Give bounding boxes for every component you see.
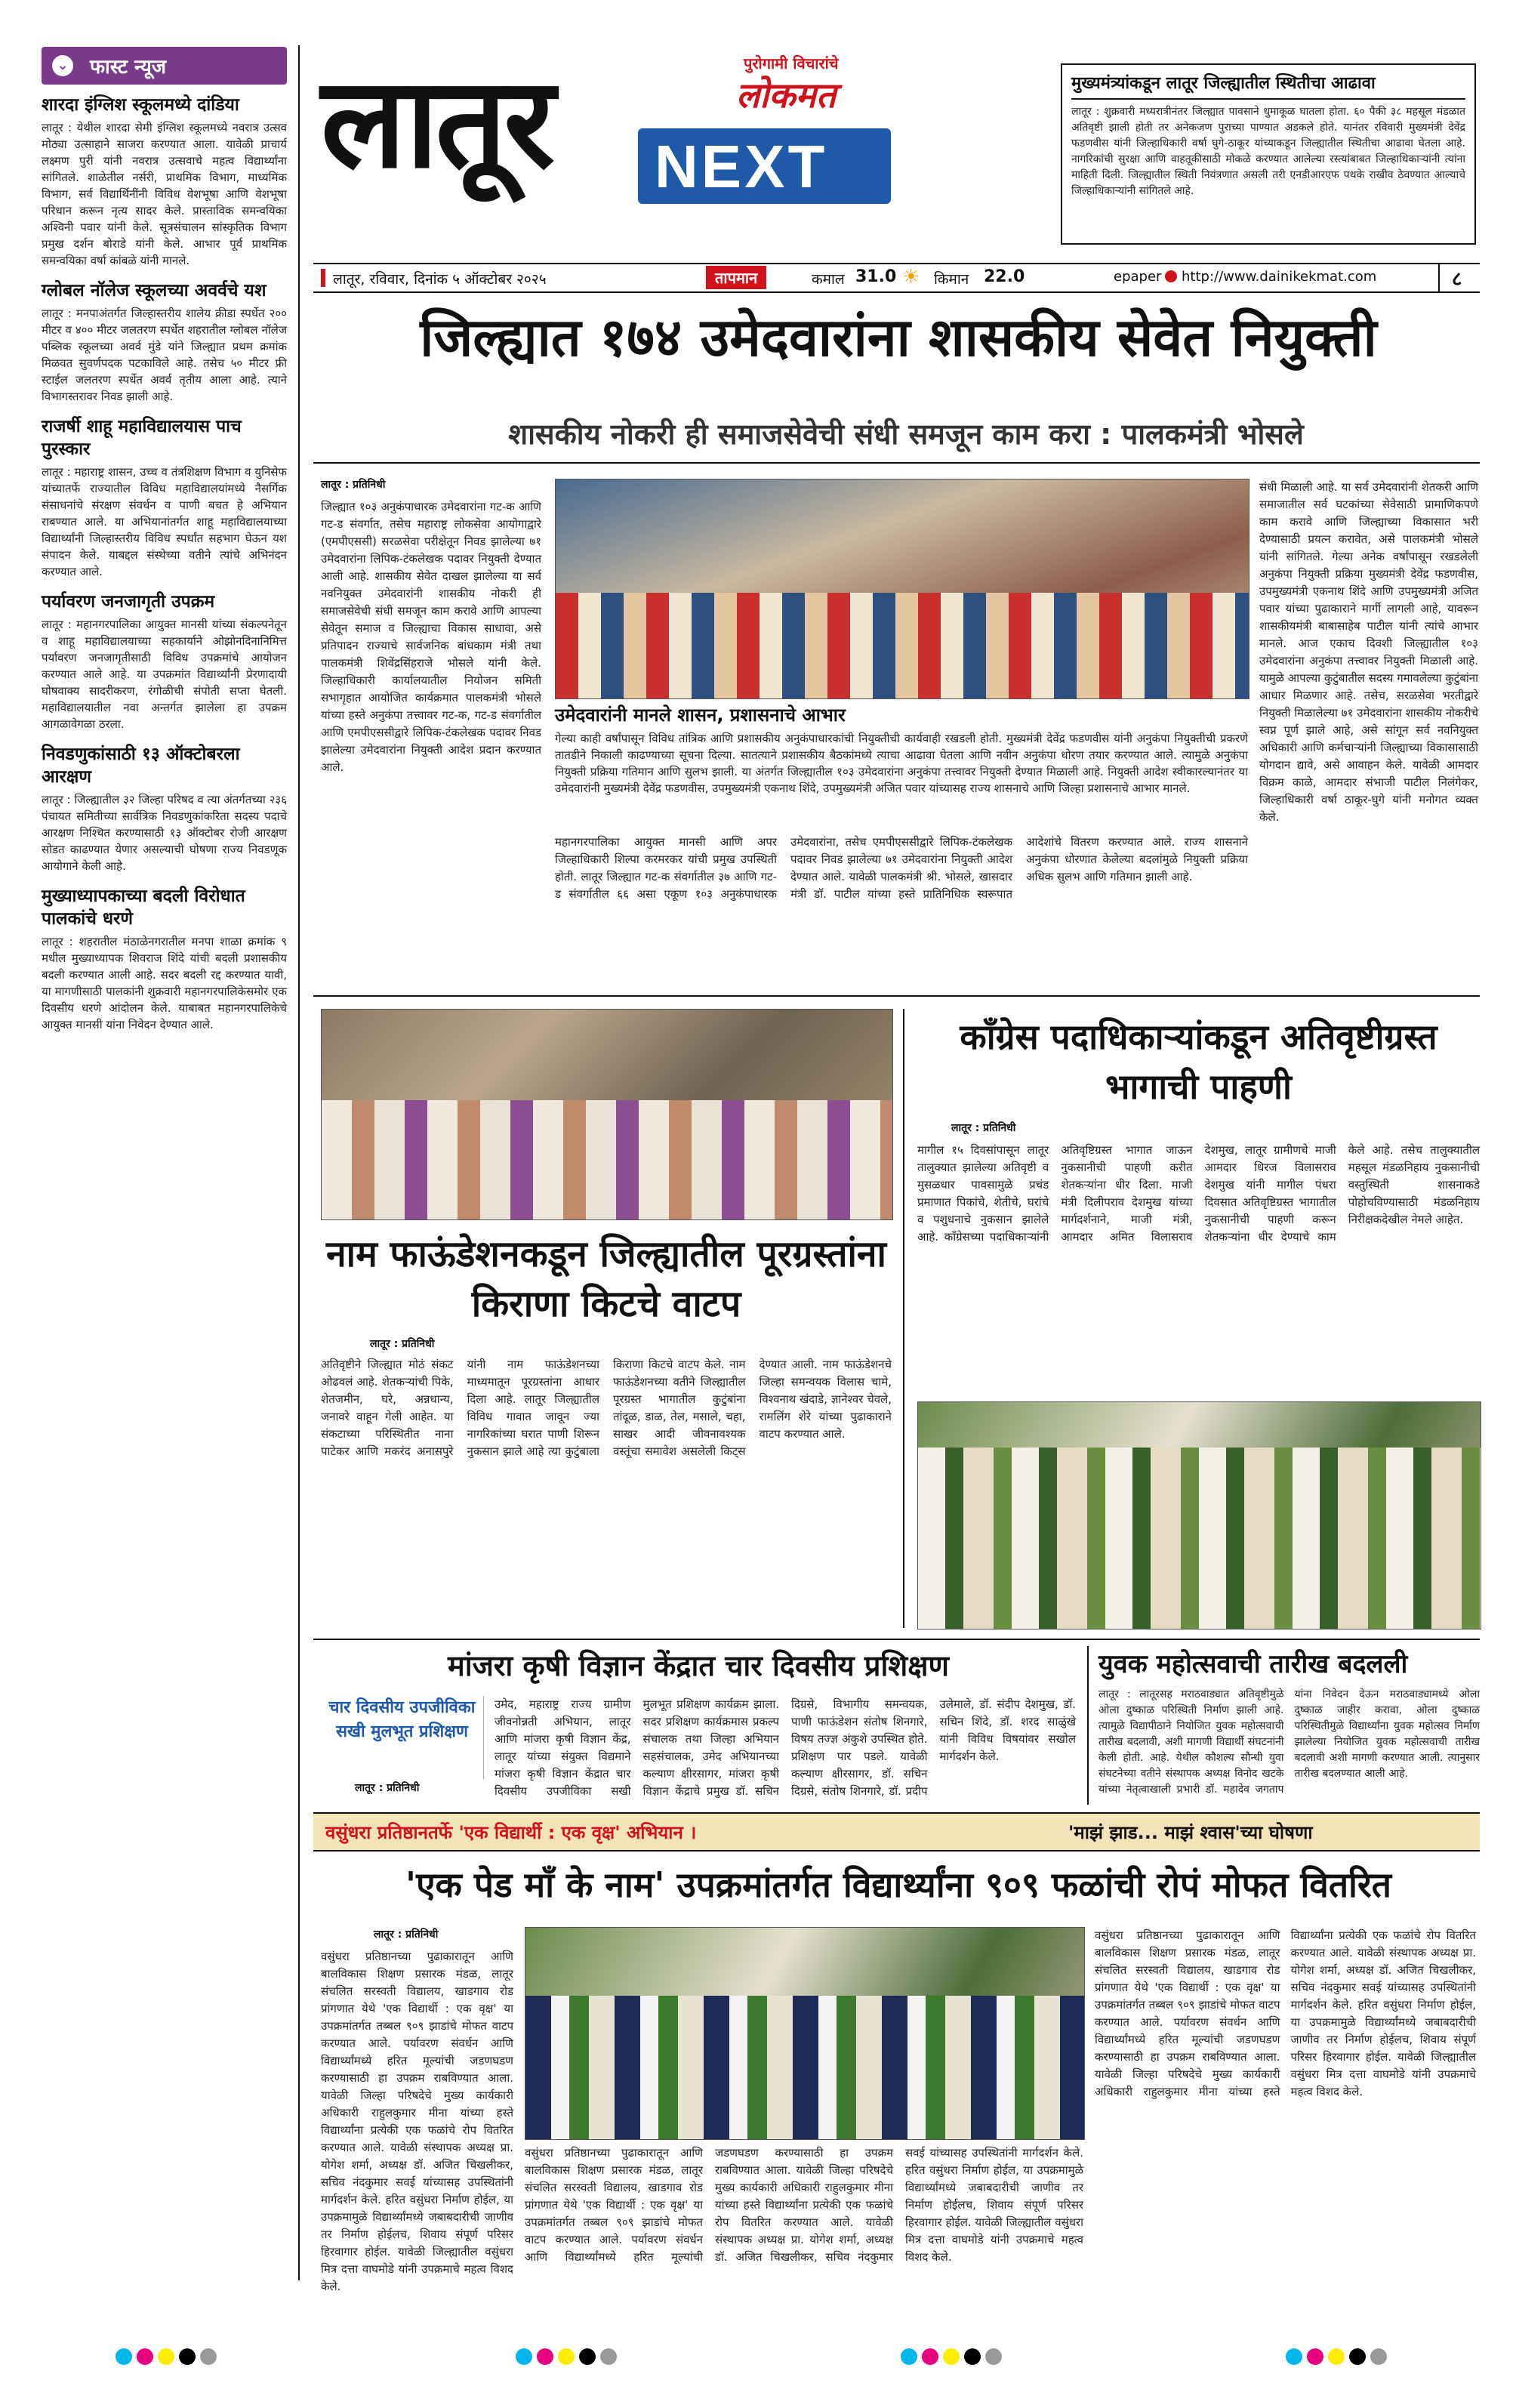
- dateline-bar: [313, 263, 1480, 293]
- max-temp-value: 31.0: [855, 267, 897, 286]
- registration-dot: [179, 2348, 196, 2365]
- red-marker: [321, 269, 325, 287]
- registration-dot: [1286, 2348, 1302, 2365]
- vasundhara-banner: [313, 1812, 1480, 1851]
- fast-news-header: [42, 47, 287, 85]
- fast-news-item-title: निवडणुकांसाठी १३ ऑक्टोबरला आरक्षण: [42, 745, 240, 787]
- registration-dot: [964, 2348, 981, 2365]
- fast-news-item-body: लातूर : शहरातील मंठाळेनगरातील मनपा शाळा क्रमांक ९ मधील मुख्याध्यापक शिवराज शिंदे यांची बदली प्रशासकीय बदली करण्यात आली आहे. सदर बदली रद्द करण्यात यावी, या मागणीसाठी पालकांनी शुक्रवारी महानगरपालिकेसमोर एक दिवसीय धरणे आंदोलन केले. याबाबत महानगरपालिकेचे आयुक्त मानसी यांना निवेदन देण्यात आले.: [42, 935, 287, 1031]
- manjra-body: उमेद, महाराष्ट्र राज्य ग्रामीण जीवनोन्नती अभियान, लातूर आणि मांजरा कृषी विज्ञान केंद्र, लातूर यांच्या संयुक्त विद्यमाने मांजरा कृषी विज्ञान केंद्रात चार दिवसीय उपजीविका सखी मुलभूत प्रशिक्षण कार्यक्रम झाला. सदर प्रशिक्षण कार्यक्रमास प्रकल्प संचालक तथा जिल्हा अभियान सहसंचालक, उमेद अभियानच्या कल्याण क्षीरसागर, मांजरा कृषी विज्ञान केंद्राचे प्रमुख डॉ. सचिन दिग्रसे, विभागीय समन्वयक, पाणी फाऊंडेशन संतोष शिनगारे, विषय तज्ज्ञ अंकुशे उपस्थित होते. प्रशिक्षण पार पडले. यावेळी कल्याण क्षीरसागर, डॉ. सचिन दिग्रसे, संतोष शिनगारे, डॉ. प्रदीप उलेमाले, डॉ. संदीप देशमुख, डॉ. सचिन शिंदे, डॉ. शरद साळुंखे यांनी विविध विषयांवर सखोल मार्गदर्शन केले.: [495, 1697, 1076, 1798]
- yuvak-headline: युवक महोत्सवाची तारीख बदलली: [1098, 1649, 1408, 1679]
- fast-news-label: फास्ट न्यूज: [90, 56, 167, 79]
- fast-news-item: [42, 885, 287, 1033]
- masthead-title-marathi: लातूर: [321, 51, 553, 196]
- sidebar-divider: [298, 45, 300, 2280]
- masthead-next-text: NEXT: [655, 133, 828, 200]
- registration-dot: [600, 2348, 617, 2365]
- fast-news-item-body: लातूर : जिल्ह्यातील ३२ जिल्हा परिषद व त्या अंतर्गतच्या २३६ पंचायत समितीच्या सार्वत्रिक निवडणुकांकरिता सदस्य पदाचे आरक्षण निश्चित करण्यासाठी १३ ऑक्टोबर रोजी आरक्षण सोडत काढण्यात येणार असल्याची घोषणा राज्य निवडणूक आयोगाने केली आहे.: [42, 793, 287, 873]
- registration-dots-far-right: [1283, 2348, 1389, 2368]
- registration-dot: [1307, 2348, 1323, 2365]
- congress-photo-detail: [918, 1448, 1481, 1629]
- lead-photo-caption-title: उमेदवारांनी मानले शासन, प्रशासनाचे आभार: [555, 705, 846, 726]
- manjra-byline: लातूर : प्रतिनिधी: [355, 1782, 420, 1794]
- fast-news-item-title: पर्यावरण जनजागृती उपक्रम: [42, 592, 215, 612]
- manjra-headline: मांजरा कृषी विज्ञान केंद्रात चार दिवसीय प्रशिक्षण: [448, 1649, 949, 1682]
- chevron-down-icon: ⌄: [52, 55, 73, 76]
- fast-news-item-body: लातूर : महाराष्ट्र शासन, उच्च व तंत्रशिक्षण विभाग व युनिसेफ यांच्यातर्फे राज्यातील विविध महाविद्यालयांमध्ये नैसर्गिक संसाधनांचे संरक्षण संवर्धन व पाणी बचत हे अभियान राबण्यात आले. या अभियानांतर्गत शाहू महाविद्यालयाच्या विद्यार्थ्यांनी जिल्हास्तरीय विविध स्पर्धांत सहभाग घेऊन यश संपादन केले. याबद्दल संस्थेच्या वतीने त्यांचे अभिनंदन करण्यात आले.: [42, 465, 287, 578]
- lead-column-1: जिल्ह्यात १०३ अनुकंपाधारक उमेदवारांना गट-क आणि गट-ड संवर्गात, तसेच महाराष्ट्र लोकसेवा आयोगाद्वारे (एमपीएससी) सरळसेवा परीक्षेतून निवड झालेल्या ७१ उमेदवारांना लिपिक-टंकलेखक पदावर नियुक्ती देण्यात आली आहे. शासकीय सेवेत दाखल झालेल्या या सर्व नवनियुक्त उमेदवारांनी शासकीय नोकरी ही समाजसेवेची संधी समजून काम करावे आणि आपल्या सेवेतून समाज व जिल्ह्याचा विकास साधावा, असे प्रतिपादन राज्याचे सार्वजनिक बांधकाम मंत्री तथा पालकमंत्री शिवेंद्रसिंहराजे भोसले यांनी केले. जिल्हाधिकारी कार्यालयातील नियोजन समिती सभागृहात आयोजित कार्यक्रमात पालकमंत्री भोसले यांच्या हस्ते अनुकंपा तत्त्वावर गट-क, गट-ड संवर्गातील आणि एमपीएससीद्वारे लिपिक-टंकलेखक पदावर निवड झालेल्या उमेदवारांना नियुक्ती आदेश प्रदान करण्यात आले.: [321, 500, 541, 774]
- epaper-label: epaper: [1114, 269, 1162, 285]
- top-right-body: लातूर : शुक्रवारी मध्यरात्रीनंतर जिल्ह्यात पावसाने धुमाकूळ घातला होता. ६० पैकी ३८ महसूल मंडळात अतिवृष्टी झाली होती तर अनेकजण पुराच्या पाण्यात अडकले होते. यानंतर रविवारी मुख्यमंत्री देवेंद्र फडणवीस यांनी जिल्हाधिकारी वर्षा घुगे-ठाकूर यांच्याकडून जिल्ह्यातील स्थितीचा आढावा घेतला आहे. नागरिकांची सुरक्षा आणि वाहतूकीसाठी मोकळे करण्यात आलेल्या रस्त्यांबाबत जिल्हाधिकाऱ्यांनी त्यांना माहिती दिली. जिल्ह्यातील स्थिती नियंत्रणात असली तरी एनडीआरएफ पथके राखीव ठेवण्यात आल्याचे जिल्हाधिकाऱ्यांनी सांगितले आहे.: [1071, 106, 1465, 197]
- lead-rule: [313, 462, 1480, 464]
- fast-news-item-title: ग्लोबल नॉलेज स्कूलच्या अवर्वचे यश: [42, 281, 267, 301]
- fast-news-item-title: शारदा इंग्लिश स्कूलमध्ये दांडिया: [42, 95, 239, 115]
- tree-photo: [525, 1927, 1085, 2140]
- section-rule-2: [313, 1639, 1480, 1640]
- naam-photo: [321, 1009, 893, 1220]
- fast-news-item: [42, 94, 287, 269]
- fast-news-item-title: राजर्षी शाहू महाविद्यालयास पाच पुरस्कार: [42, 417, 242, 459]
- manjra-side-title: चार दिवसीय उपजीविका सखी मुलभूत प्रशिक्षण: [328, 1698, 476, 1741]
- registration-dot: [943, 2348, 960, 2365]
- footer-registration-marks: [0, 2348, 1516, 2379]
- naam-headline: नाम फाऊंडेशनकडून जिल्ह्यातील पूरग्रस्तांना किराणा किटचे वाटप: [326, 1233, 886, 1325]
- top-right-news-box: [1061, 63, 1476, 245]
- registration-dot: [158, 2348, 174, 2365]
- registration-dot: [516, 2348, 532, 2365]
- congress-headline: काँग्रेस पदाधिकाऱ्यांकडून अतिवृष्टीग्रस्त भागाची पाहणी: [960, 1016, 1437, 1107]
- naam-byline: लातूर : प्रतिनिधी: [370, 1338, 435, 1350]
- fast-news-item: [42, 743, 287, 874]
- fast-news-item: [42, 279, 287, 405]
- registration-dot: [1328, 2348, 1345, 2365]
- fast-news-list: [42, 94, 287, 2276]
- yuvak-body: लातूर : लातूरसह मराठवाड्यात अतिवृष्टीमुळे ओला दुष्काळ परिस्थिती निर्माण झाली आहे. त्यामुळे विद्यापीठाने नियोजित युवक महोत्सवाची तारीख बदलावी, अशी मागणी विद्यार्थी संघटनांनी केली होती. आहे. येथील कौशल्य सौन्धी युवा संघटनेच्या वतीने संस्थापक अध्यक्ष विनोद खटके यांच्या नेतृत्वाखाली प्रभारी डॉ. महादेव जगताप यांना निवेदन देऊन मराठवाड्यामध्ये ओला दुष्काळ जाहीर करावा, ओला दुष्काळ परिस्थितीमुळे विद्यार्थ्यांना युवक महोत्सव निर्माण झालेल्या नियोजित युवक महोत्सवाची तारीख बदलावी अशी मागणी करण्यात आली. त्यानुसार तारीख बदलण्यात आली आहे.: [1098, 1688, 1480, 1796]
- registration-dot: [579, 2348, 596, 2365]
- page-number: ८: [1438, 264, 1462, 291]
- fast-news-sidebar: [42, 47, 287, 2282]
- fast-news-item-body: लातूर : येथील शारदा सेमी इंग्लिश स्कूलमध्ये नवरात्र उत्सव मोठ्या उत्साहाने साजरा करण्यात आला. यावेळी प्राचार्य लक्ष्मण पुरी यांनी नवरात्र उत्सवाचे महत्व विद्यार्थ्यांना सांगितले. शाळेतील नर्सरी, प्राथमिक विभाग, माध्यमिक विभाग, सर्व विद्यार्थिनींनी विविध वेशभूषा आणि वेशभूषा परिधान करून नृत्य सादर केले. प्रास्ताविक समन्वयिका अश्विनी पवार यांनी केले. सूत्रसंचालन सांस्कृतिक विभाग प्रमुख दर्शन बोराडे यांनी केले. आभार पूर्व प्राथमिक समन्वयिका वर्षा कांबळे यांनी मानले.: [42, 121, 287, 267]
- congress-photo: [917, 1401, 1481, 1629]
- congress-body: मागील १५ दिवसांपासून लातूर तालुक्यात झालेल्या अतिवृष्टी व मुसळधार पावसामुळे प्रचंड प्रमाणात पिकांचे, शेतीचे, घरांचे व पशुधनाचे नुकसान झालेले आहे. काँग्रेसच्या पदाधिकाऱ्यांनी अतिवृष्टिग्रस्त भागात जाऊन नुकसानीची पाहणी करीत शेतकऱ्यांना धीर दिला. माजी मंत्री दिलीपराव देशमुख यांच्या मार्गदर्शनाने, माजी मंत्री, आमदार अमित विलासराव देशमुख, लातूर ग्रामीणचे माजी आमदार धिरज विलासराव देशमुख यांनी मागील पंधरा दिवसात अतिवृष्टिग्रस्त भागातील नुकसानीची पाहणी करून शेतकऱ्यांना धीर देण्याचे काम केले आहे. तसेच तालुक्यातील महसूल मंडळनिहाय नुकसानीची वस्तुस्थिती शासनाकडे पोहोचविण्यासाठी मंडळनिहाय निरीक्षकदेखील नेमले आहेत.: [917, 1143, 1480, 1244]
- registration-dot: [116, 2348, 132, 2365]
- fast-news-item: [42, 590, 287, 732]
- lead-headline: जिल्ह्यात १७४ उमेदवारांना शासकीय सेवेत नियुक्ती: [420, 307, 1377, 368]
- min-temp-value: 22.0: [984, 267, 1025, 286]
- tree-body-left: वसुंधरा प्रतिष्ठानच्या पुढाकारातून आणि बालविकास शिक्षण प्रसारक मंडळ, लातूर संचलित सरस्वती विद्यालय, खाडगाव रोड प्रांगणात येथे 'एक विद्यार्थी : एक वृक्ष' या उपक्रमांतर्गत तब्बल ९०९ झाडांचे मोफत वाटप करण्यात आले. पर्यावरण संवर्धन आणि विद्यार्थ्यांमध्ये हरित मूल्यांची जडणघडण करण्यासाठी हा उपक्रम राबविण्यात आला. यावेळी जिल्हा परिषदेचे मुख्य कार्यकारी अधिकारी राहुलकुमार मीना यांच्या हस्ते विद्यार्थ्यांना प्रत्येकी एक फळांचे रोप वितरित करण्यात आले. यावेळी संस्थापक अध्यक्ष प्रा. योगेश शर्मा, अध्यक्ष डॉ. अजित चिखलीकर, सचिव नंदकुमार सवई यांच्यासह उपस्थितांनी मार्गदर्शन केले. हरित वसुंधरा निर्माण होईल, या उपक्रमामुळे विद्यार्थ्यांमध्ये जबाबदारीची जाणीव तर निर्माण होईलच, शिवाय संपूर्ण परिसर हिरवागार होईल. यावेळी जिल्ह्यातील वसुंधरा मित्र दत्ता वाघमोडे यांनी उपक्रमाचे महत्व विशद केले.: [321, 1950, 513, 2293]
- temperature-label: तापमान: [706, 266, 766, 289]
- max-temp-label: कमाल: [812, 271, 845, 288]
- website-url[interactable]: http://www.dainikekmat.com: [1182, 269, 1377, 285]
- tree-byline: लातूर : प्रतिनिधी: [374, 1929, 439, 1941]
- lead-column-right: संधी मिळाली आहे. या सर्व उमेदवारांनी शेतकरी आणि समाजातील सर्व घटकांच्या सेवेसाठी प्रामाणिकपणे काम करावे आणि जिल्ह्याच्या विकासात भरी देण्यासाठी प्रयत्न करावेत, असे पालकमंत्री भोसले यांनी सांगितले. गेल्या अनेक वर्षांपासून रखडलेली अनुकंपा नियुक्ती प्रक्रिया मुख्यमंत्री देवेंद्र फडणवीस, उपमुख्यमंत्री एकनाथ शिंदे आणि उपमुख्यमंत्री अजित पवार यांच्या पुढाकाराने मार्गी लागली आहे, यावरून शासकीयमंत्री बाबासाहेब पाटील यांनी त्यांचे आभार मानले. आज एकाच दिवशी जिल्ह्यातील १०३ उमेदवारांना अनुकंपा तत्त्वावर नियुक्ती मिळाली आहे. यामुळे आपल्या कुटुंबातील सदस्य गमावलेल्या कुटुंबांना आधार मिळणार आहे. तसेच, सरळसेवा भरतीद्वारे नियुक्ती मिळालेल्या ७१ उमेदवारांना शासकीय नोकरीचे स्वप्न पूर्ण झाले आहे, असे सांगून सर्व नवनियुक्त अधिकारी आणि कर्मचाऱ्यांनी जिल्ह्याच्या विकासासाठी योगदान द्यावे, असे आवाहन केले. यावेळी आमदार विक्रम काळे, आमदार संभाजी पाटील निलंगेकर, जिल्हाधिकारी वर्षा ठाकूर-घुगे यांनी मनोगत व्यक्त केले.: [1259, 480, 1478, 824]
- registration-dot: [985, 2348, 1002, 2365]
- congress-byline: लातूर : प्रतिनिधी: [951, 1122, 1016, 1134]
- registration-dot: [558, 2348, 575, 2365]
- fast-news-item: [42, 415, 287, 580]
- registration-dot: [537, 2348, 553, 2365]
- globe-icon: [1165, 270, 1177, 282]
- fast-news-item-body: लातूर : महानगरपालिका आयुक्त मानसी यांच्या संकल्पनेतून व शाहू महाविद्यालयाच्या सहकार्याने ओझोनदिनानिमित्त पर्यावरण जनजागृतीसाठी विविध उपक्रमांचे आयोजन करण्यात आले आहे. या उपक्रमांत विद्यार्थ्यांनी प्रेरणादायी घोषवाक्य सादरीकरण, रंगोळीची संपोती सप्ता घेतली. महाविद्यालयातील नवा अन्तर्गत झालेला हा उपक्रम आगळावेगळा ठरला.: [42, 618, 287, 731]
- dateline-date: लातूर, रविवार, दिनांक ५ ऑक्टोबर २०२५: [333, 271, 547, 288]
- masthead-next-box: [638, 128, 891, 204]
- lead-bottom-rule: [313, 995, 1480, 997]
- registration-dot: [200, 2348, 217, 2365]
- registration-dot: [922, 2348, 938, 2365]
- middle-vertical-rule: [903, 1009, 904, 1628]
- lead-photo-caption-box: [555, 702, 1248, 829]
- tree-body-right: वसुंधरा प्रतिष्ठानच्या पुढाकारातून आणि बालविकास शिक्षण प्रसारक मंडळ, लातूर संचलित सरस्वती विद्यालय, खाडगाव रोड प्रांगणात येथे 'एक विद्यार्थी : एक वृक्ष' या उपक्रमांतर्गत तब्बल ९०९ झाडांचे मोफत वाटप करण्यात आले. पर्यावरण संवर्धन आणि विद्यार्थ्यांमध्ये हरित मूल्यांची जडणघडण करण्यासाठी हा उपक्रम राबविण्यात आला. यावेळी जिल्हा परिषदेचे मुख्य कार्यकारी अधिकारी राहुलकुमार मीना यांच्या हस्ते विद्यार्थ्यांना प्रत्येकी एक फळांचे रोप वितरित करण्यात आले. यावेळी संस्थापक अध्यक्ष प्रा. योगेश शर्मा, अध्यक्ष डॉ. अजित चिखलीकर, सचिव नंदकुमार सवई यांच्यासह उपस्थितांनी मार्गदर्शन केले. हरित वसुंधरा निर्माण होईल, या उपक्रमामुळे विद्यार्थ्यांमध्ये जबाबदारीची जाणीव तर निर्माण होईलच, शिवाय संपूर्ण परिसर हिरवागार होईल. यावेळी जिल्ह्यातील वसुंधरा मित्र दत्ता वाघमोडे यांनी उपक्रमाचे महत्व विशद केले.: [1095, 1929, 1476, 2098]
- sun-icon: ☀: [902, 266, 920, 288]
- banner-left-text: वसुंधरा प्रतिष्ठानतर्फे 'एक विद्यार्थी : एक वृक्ष' अभियान ।: [325, 1822, 697, 1843]
- lead-photo-group: [555, 479, 1249, 699]
- min-temp-label: किमान: [934, 271, 969, 288]
- registration-dot: [137, 2348, 153, 2365]
- registration-dot: [1349, 2348, 1366, 2365]
- naam-photo-detail: [322, 1100, 892, 1219]
- fast-news-item-body: लातूर : मनपाअंतर्गत जिल्हास्तरीय शालेय क्रीडा स्पर्धेत २०० मीटर व ४०० मीटर जलतरण स्पर्धेत शहरातील ग्लोबल नॉलेज पब्लिक स्कूलच्या अवर्व मुंडे यांने जिल्ह्यात प्रथम क्रमांक मिळवत सुवर्णपदक पटकाविले आहे. तसेच ५० मीटर फ्री स्टाईल जलतरण स्पर्धेत अवर्व तृतीय आला आहे. त्याने विभागस्तरावर निवड झाली आहे.: [42, 307, 287, 403]
- masthead-brand-logo: लोकमत: [736, 75, 837, 116]
- lead-subhead: शासकीय नोकरी ही समाजसेवेची संधी समजून काम करा : पालकमंत्री भोसले: [508, 418, 1304, 451]
- lead-photo-caption: गेल्या काही वर्षांपासून विविध तांत्रिक आणि प्रशासकीय अनुकंपाधारकांची नियुक्तीची कार्यवाही रखडली होती. मुख्यमंत्री देवेंद्र फडणवीस यांनी अनुकंपा नियुक्तीची प्रकरणे तातडीने निकाली काढण्याच्या सूचना दिल्या. सातत्याने प्रशासकीय बैठकांमध्ये त्याचा आढावा घेतला आणि नवीन अनुकंपा धोरण तयार करण्यात आले. त्यामुळे अनुकंपा नियुक्ती प्रक्रिया गतिमान आणि सुलभ झाली. या अंतर्गत जिल्ह्यातील १०३ उमेदवारांना अनुकंपा तत्त्वावर नियुक्ती देण्यात मिळाली आहे. नियुक्ती आदेश स्वीकारल्यानंतर या उमेदवारांनी मुख्यमंत्री देवेंद्र फडणवीस, उपमुख्यमंत्री एकनाथ शिंदे, उपमुख्यमंत्री अजित पवार यांच्यासह राज्य शासनाचे आणि जिल्हा प्रशासनाचे आभार मानले.: [555, 732, 1248, 795]
- tree-body-bottom: वसुंधरा प्रतिष्ठानच्या पुढाकारातून आणि बालविकास शिक्षण प्रसारक मंडळ, लातूर संचलित सरस्वती विद्यालय, खाडगाव रोड प्रांगणात येथे 'एक विद्यार्थी : एक वृक्ष' या उपक्रमांतर्गत तब्बल ९०९ झाडांचे मोफत वाटप करण्यात आले. पर्यावरण संवर्धन आणि विद्यार्थ्यांमध्ये हरित मूल्यांची जडणघडण करण्यासाठी हा उपक्रम राबविण्यात आला. यावेळी जिल्हा परिषदेचे मुख्य कार्यकारी अधिकारी राहुलकुमार मीना यांच्या हस्ते विद्यार्थ्यांना प्रत्येकी एक फळांचे रोप वितरित करण्यात आले. यावेळी संस्थापक अध्यक्ष प्रा. योगेश शर्मा, अध्यक्ष डॉ. अजित चिखलीकर, सचिव नंदकुमार सवई यांच्यासह उपस्थितांनी मार्गदर्शन केले. हरित वसुंधरा निर्माण होईल, या उपक्रमामुळे विद्यार्थ्यांमध्ये जबाबदारीची जाणीव तर निर्माण होईलच, शिवाय संपूर्ण परिसर हिरवागार होईल. यावेळी जिल्ह्यातील वसुंधरा मित्र दत्ता वाघमोडे यांनी उपक्रमाचे महत्व विशद केले.: [525, 2146, 1083, 2264]
- tree-headline: 'एक पेड माँ के नाम' उपक्रमांतर्गत विद्यार्थ्यांना ९०९ फळांची रोपं मोफत वितरित: [405, 1864, 1391, 1905]
- photo-people-row: [556, 593, 1249, 698]
- manjra-yuvak-rule: [1087, 1646, 1089, 1805]
- fast-news-item-title: मुख्याध्यापकाच्या बदली विरोधात पालकांचे धरणे: [42, 886, 245, 929]
- lead-column-bottom: महानगरपालिका आयुक्त मानसी आणि अपर जिल्हाधिकारी शिल्पा करमरकर यांची प्रमुख उपस्थिती होती. लातूर जिल्ह्यात गट-क संवर्गातील ३७ आणि गट-ड संवर्गातील ६६ असा एकूण १०३ अनुकंपाधारक उमेदवारांना, तसेच एमपीएससीद्वारे लिपिक-टंकलेखक पदावर निवड झालेल्या ७१ उमेदवारांना नियुक्ती आदेश देण्यात आले. यावेळी पालकमंत्री श्री. भोसले, खासदार मंत्री डॉ. पाटील यांच्या हस्ते प्रातिनिधिक स्वरूपात आदेशांचे वितरण करण्यात आले. राज्य शासनाने अनुकंपा धोरणात केलेल्या बदलांमुळे नियुक्ती प्रक्रिया अधिक सुलभ आणि गतिमान झाली आहे.: [555, 835, 1248, 901]
- registration-dot: [901, 2348, 917, 2365]
- lead-byline: लातूर : प्रतिनिधी: [321, 479, 386, 491]
- masthead-tagline: पुरोगामी विचारांचे: [744, 54, 839, 72]
- top-right-title: मुख्यमंत्र्यांकडून लातूर जिल्ह्यातील स्थितीचा आढावा: [1071, 71, 1465, 100]
- naam-body: अतिवृष्टीने जिल्ह्यात मोठं संकट ओढवलं आहे. शेतकऱ्यांची पिके, शेतजमीन, घरे, अन्नधान्य, जनावरे वाहून गेली आहेत. या संकटाच्या परिस्थितीत नाना पाटेकर आणि मकरंद अनासपुरे यांनी नाम फाऊंडेशनच्या माध्यमातून पूरग्रस्तांना आधार दिला आहे. लातूर जिल्ह्यातील विविध गावात जावून ज्या नागरिकांच्या घरात पाणी शिरून नुकसान झाले आहे त्या कुटुंबाला किराणा किटचे वाटप केले. नाम फाऊंडेशनच्या वतीने जिल्ह्यातील पूरग्रस्त भागातील कुटुंबांना तांदूळ, डाळ, तेल, मसाले, चहा, साखर आदी जीवनावश्यक वस्तूंचा समावेश असलेली किट्स देण्यात आली. नाम फाऊंडेशनचे जिल्हा समन्वयक विलास चामे, विश्वनाथ खंदाडे, ज्ञानेश्वर चेवले, रामलिंग शेरे यांच्या पुढाकाराने वाटप करण्यात आले.: [321, 1358, 892, 1458]
- registration-dots-center: [513, 2348, 619, 2368]
- registration-dots-right: [898, 2348, 1004, 2368]
- registration-dots-left: [113, 2348, 219, 2368]
- tree-photo-detail: [525, 1996, 1084, 2139]
- registration-dot: [1370, 2348, 1387, 2365]
- banner-right-text: 'माझं झाड... माझं श्वास'च्या घोषणा: [1068, 1822, 1313, 1843]
